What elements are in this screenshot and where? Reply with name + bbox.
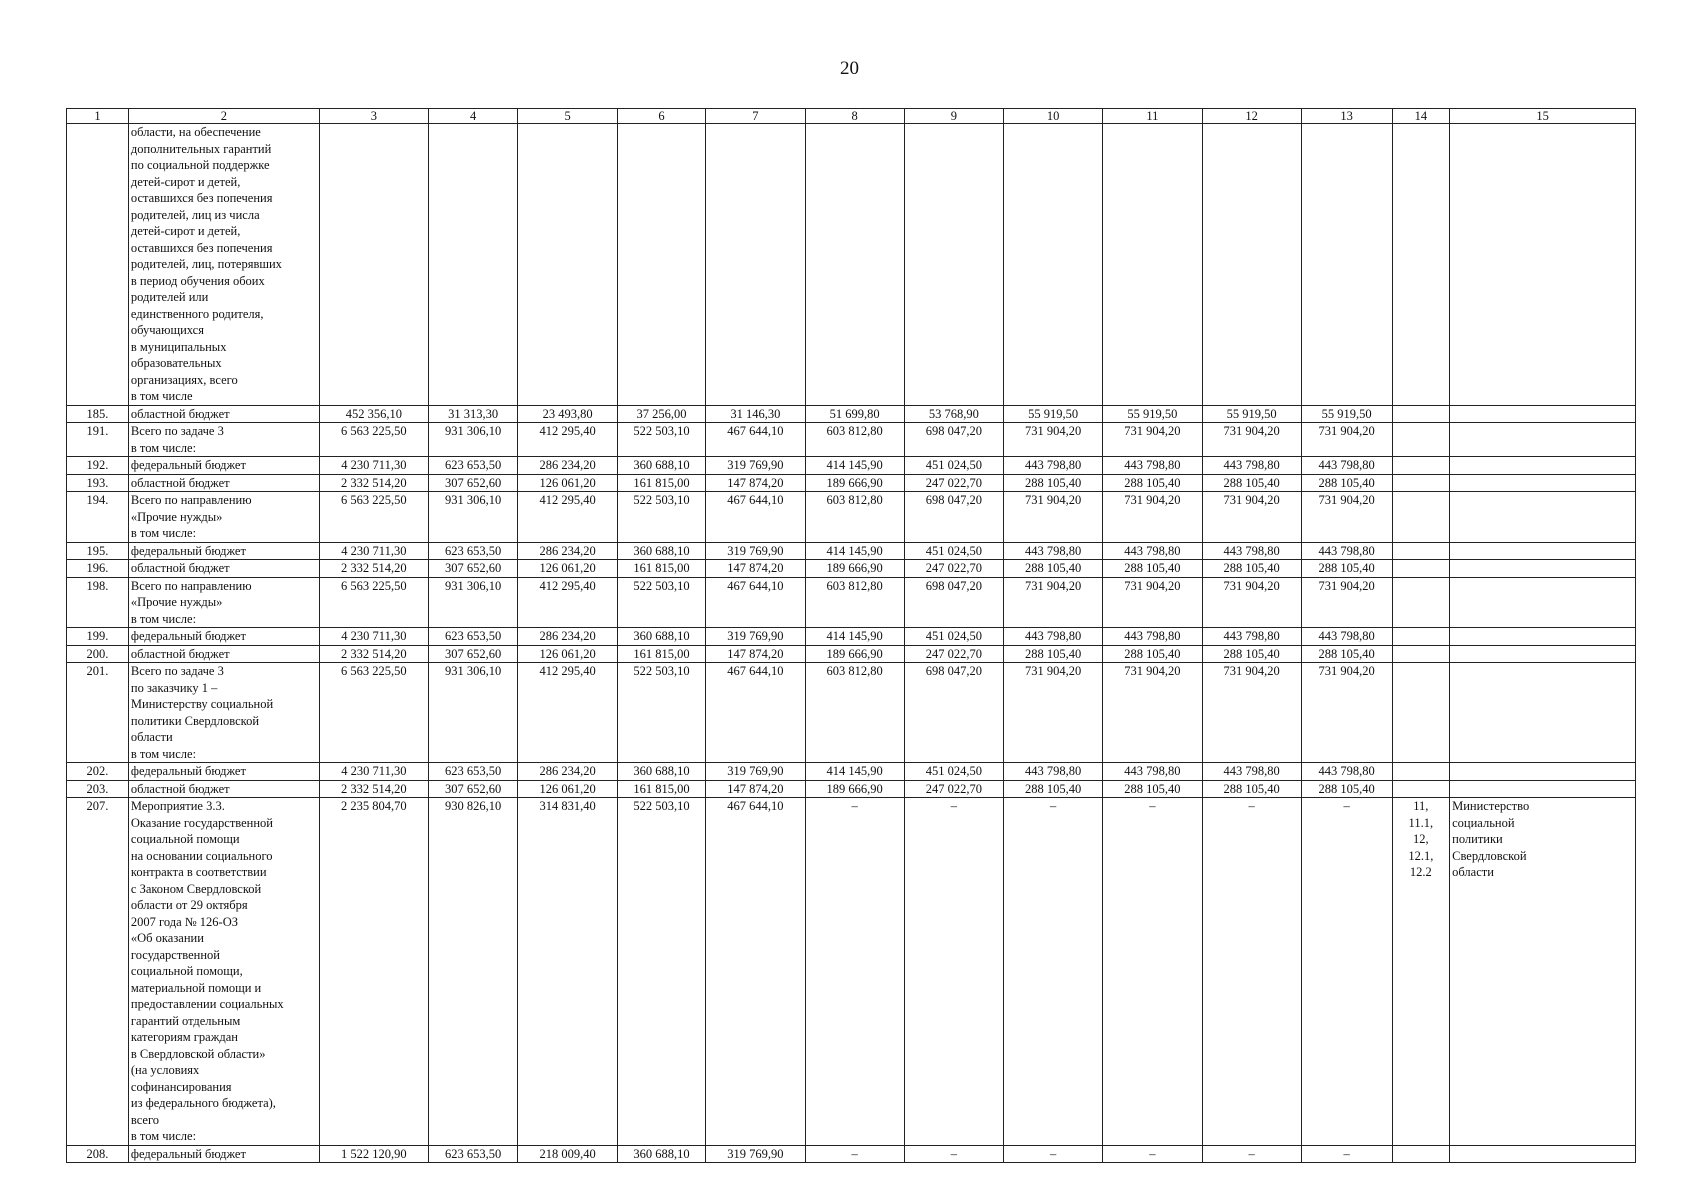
column-header: 13 (1301, 109, 1392, 124)
value-cell: 161 815,00 (617, 474, 706, 492)
goal-ref-cell (1392, 577, 1450, 628)
value-cell: 931 306,10 (428, 492, 518, 543)
value-cell: 522 503,10 (617, 798, 706, 1146)
value-cell: 288 105,40 (1103, 560, 1202, 578)
goal-ref-cell (1392, 542, 1450, 560)
row-label: Всего по задаче 3 в том числе: (128, 423, 319, 457)
value-cell: 55 919,50 (1103, 405, 1202, 423)
value-cell: 603 812,80 (805, 663, 904, 763)
value-cell: 288 105,40 (1103, 474, 1202, 492)
table-row (67, 560, 1636, 578)
value-cell: 522 503,10 (617, 423, 706, 457)
row-label: Мероприятие 3.3. Оказание государственной социальной помощи на основании социального контракта в соответствии с Законом Свердловской области от 29 октября 2007 года № 126-ОЗ «Об оказании государственной социальной помощи, материальной помощи и предоставлении социальных гарантий отдельным категориям граждан в Свердловской области» (на условиях софинансирования из федерального бюджета), всего в том числе: (128, 798, 319, 1146)
value-cell: 4 230 711,30 (319, 542, 428, 560)
row-number: 196. (67, 560, 129, 578)
value-cell: 307 652,60 (428, 780, 518, 798)
table-header-row (67, 109, 1636, 124)
value-cell: 412 295,40 (518, 423, 617, 457)
row-number: 207. (67, 798, 129, 1146)
table-row (67, 492, 1636, 543)
column-header: 10 (1004, 109, 1103, 124)
row-label: федеральный бюджет (128, 763, 319, 781)
column-header: 11 (1103, 109, 1202, 124)
value-cell: – (904, 1145, 1003, 1163)
table-row (67, 124, 1636, 406)
value-cell: 247 022,70 (904, 474, 1003, 492)
row-number: 202. (67, 763, 129, 781)
value-cell: 319 769,90 (706, 542, 805, 560)
value-cell: 288 105,40 (1004, 780, 1103, 798)
value-cell: 319 769,90 (706, 628, 805, 646)
value-cell (1103, 124, 1202, 406)
value-cell: 698 047,20 (904, 492, 1003, 543)
row-number: 185. (67, 405, 129, 423)
value-cell: 731 904,20 (1202, 423, 1301, 457)
value-cell (1202, 124, 1301, 406)
row-label: областной бюджет (128, 645, 319, 663)
value-cell: 731 904,20 (1004, 663, 1103, 763)
value-cell: 247 022,70 (904, 780, 1003, 798)
value-cell (518, 124, 617, 406)
value-cell: 731 904,20 (1301, 423, 1392, 457)
value-cell: 31 313,30 (428, 405, 518, 423)
value-cell: 414 145,90 (805, 457, 904, 475)
value-cell (904, 124, 1003, 406)
value-cell: – (1301, 798, 1392, 1146)
value-cell: 314 831,40 (518, 798, 617, 1146)
row-number: 200. (67, 645, 129, 663)
value-cell: – (805, 1145, 904, 1163)
column-header: 12 (1202, 109, 1301, 124)
value-cell: 731 904,20 (1301, 663, 1392, 763)
value-cell: 731 904,20 (1103, 492, 1202, 543)
value-cell: 360 688,10 (617, 763, 706, 781)
value-cell: 6 563 225,50 (319, 577, 428, 628)
value-cell: – (1301, 1145, 1392, 1163)
value-cell: 443 798,80 (1202, 628, 1301, 646)
goal-ref-cell (1392, 763, 1450, 781)
value-cell: 189 666,90 (805, 780, 904, 798)
row-number: 191. (67, 423, 129, 457)
value-cell: 218 009,40 (518, 1145, 617, 1163)
responsible-cell (1450, 1145, 1636, 1163)
row-label: федеральный бюджет (128, 457, 319, 475)
value-cell: 451 024,50 (904, 542, 1003, 560)
value-cell: – (1103, 1145, 1202, 1163)
value-cell: 360 688,10 (617, 457, 706, 475)
value-cell: 1 522 120,90 (319, 1145, 428, 1163)
value-cell: 4 230 711,30 (319, 628, 428, 646)
row-number: 203. (67, 780, 129, 798)
value-cell: 443 798,80 (1004, 763, 1103, 781)
value-cell: 731 904,20 (1103, 423, 1202, 457)
responsible-cell (1450, 577, 1636, 628)
value-cell: 288 105,40 (1301, 645, 1392, 663)
responsible-cell (1450, 663, 1636, 763)
row-number: 198. (67, 577, 129, 628)
value-cell: 412 295,40 (518, 492, 617, 543)
responsible-cell (1450, 124, 1636, 406)
table-row (67, 1145, 1636, 1163)
value-cell: 522 503,10 (617, 577, 706, 628)
value-cell: 698 047,20 (904, 663, 1003, 763)
row-label: области, на обеспечение дополнительных гарантий по социальной поддержке детей-сирот и детей, оставшихся без попечения родителей, лиц из числа детей-сирот и детей, оставшихся без попечения родителей, лиц, потерявших в период обучения обоих родителей или единственного родителя, обучающихся в муниципальных образовательных организациях, всего в том числе (128, 124, 319, 406)
goal-ref-cell (1392, 492, 1450, 543)
value-cell: 126 061,20 (518, 645, 617, 663)
value-cell: 2 332 514,20 (319, 645, 428, 663)
value-cell: – (1103, 798, 1202, 1146)
value-cell (706, 124, 805, 406)
value-cell: 147 874,20 (706, 560, 805, 578)
value-cell: 161 815,00 (617, 645, 706, 663)
page-number: 20 (840, 58, 859, 79)
value-cell: 126 061,20 (518, 780, 617, 798)
value-cell: 443 798,80 (1301, 763, 1392, 781)
goal-ref-cell (1392, 560, 1450, 578)
value-cell: 931 306,10 (428, 663, 518, 763)
column-header: 4 (428, 109, 518, 124)
value-cell: 288 105,40 (1301, 474, 1392, 492)
value-cell: 288 105,40 (1202, 560, 1301, 578)
value-cell: 414 145,90 (805, 542, 904, 560)
goal-ref-cell (1392, 780, 1450, 798)
value-cell: – (904, 798, 1003, 1146)
value-cell: 443 798,80 (1103, 542, 1202, 560)
table-row (67, 628, 1636, 646)
value-cell: 55 919,50 (1202, 405, 1301, 423)
row-label: федеральный бюджет (128, 542, 319, 560)
value-cell (319, 124, 428, 406)
value-cell (617, 124, 706, 406)
goal-ref-cell (1392, 124, 1450, 406)
value-cell: 731 904,20 (1103, 577, 1202, 628)
goal-ref-cell (1392, 457, 1450, 475)
value-cell: 443 798,80 (1103, 763, 1202, 781)
value-cell: 451 024,50 (904, 763, 1003, 781)
value-cell: 147 874,20 (706, 474, 805, 492)
row-label: Всего по задаче 3 по заказчику 1 – Министерству социальной политики Свердловской области в том числе: (128, 663, 319, 763)
goal-ref-cell (1392, 423, 1450, 457)
value-cell: 307 652,60 (428, 560, 518, 578)
goal-ref-cell (1392, 1145, 1450, 1163)
responsible-cell (1450, 628, 1636, 646)
value-cell: 452 356,10 (319, 405, 428, 423)
table-row (67, 663, 1636, 763)
column-header: 7 (706, 109, 805, 124)
value-cell: 443 798,80 (1004, 542, 1103, 560)
value-cell: 126 061,20 (518, 560, 617, 578)
goal-ref-cell (1392, 405, 1450, 423)
value-cell: 360 688,10 (617, 542, 706, 560)
value-cell: 443 798,80 (1004, 457, 1103, 475)
value-cell: 247 022,70 (904, 560, 1003, 578)
responsible-cell (1450, 780, 1636, 798)
value-cell: 698 047,20 (904, 577, 1003, 628)
table-body (67, 109, 1636, 1163)
value-cell: 731 904,20 (1202, 577, 1301, 628)
value-cell: 931 306,10 (428, 423, 518, 457)
table-row (67, 474, 1636, 492)
responsible-cell (1450, 457, 1636, 475)
value-cell: 931 306,10 (428, 577, 518, 628)
value-cell: 731 904,20 (1004, 492, 1103, 543)
value-cell: 467 644,10 (706, 423, 805, 457)
value-cell: 443 798,80 (1301, 457, 1392, 475)
value-cell: 443 798,80 (1202, 457, 1301, 475)
value-cell: 623 653,50 (428, 542, 518, 560)
value-cell: 53 768,90 (904, 405, 1003, 423)
value-cell: 467 644,10 (706, 492, 805, 543)
row-label: федеральный бюджет (128, 628, 319, 646)
row-number: 199. (67, 628, 129, 646)
row-number: 195. (67, 542, 129, 560)
row-number: 194. (67, 492, 129, 543)
value-cell: 360 688,10 (617, 1145, 706, 1163)
value-cell (1301, 124, 1392, 406)
value-cell: – (1004, 798, 1103, 1146)
value-cell: – (805, 798, 904, 1146)
value-cell: 412 295,40 (518, 663, 617, 763)
table-row (67, 780, 1636, 798)
row-label: областной бюджет (128, 474, 319, 492)
responsible-cell (1450, 560, 1636, 578)
value-cell: 288 105,40 (1004, 560, 1103, 578)
value-cell: 522 503,10 (617, 663, 706, 763)
column-header: 14 (1392, 109, 1450, 124)
column-header: 8 (805, 109, 904, 124)
value-cell (428, 124, 518, 406)
value-cell: 451 024,50 (904, 628, 1003, 646)
value-cell: 307 652,60 (428, 474, 518, 492)
value-cell: 467 644,10 (706, 577, 805, 628)
responsible-cell: Министерство социальной политики Свердловской области (1450, 798, 1636, 1146)
column-header: 3 (319, 109, 428, 124)
value-cell: 451 024,50 (904, 457, 1003, 475)
value-cell: 307 652,60 (428, 645, 518, 663)
responsible-cell (1450, 645, 1636, 663)
value-cell: 6 563 225,50 (319, 663, 428, 763)
value-cell: 288 105,40 (1103, 780, 1202, 798)
value-cell: 55 919,50 (1004, 405, 1103, 423)
value-cell: 522 503,10 (617, 492, 706, 543)
table-row (67, 763, 1636, 781)
table-row (67, 542, 1636, 560)
value-cell: 288 105,40 (1202, 474, 1301, 492)
value-cell: 443 798,80 (1301, 542, 1392, 560)
goal-ref-cell (1392, 645, 1450, 663)
value-cell: 161 815,00 (617, 560, 706, 578)
value-cell: 6 563 225,50 (319, 423, 428, 457)
value-cell: 2 332 514,20 (319, 474, 428, 492)
value-cell: 443 798,80 (1004, 628, 1103, 646)
value-cell: 731 904,20 (1202, 663, 1301, 763)
table-row (67, 405, 1636, 423)
value-cell: 319 769,90 (706, 763, 805, 781)
value-cell: 288 105,40 (1202, 780, 1301, 798)
value-cell: 288 105,40 (1004, 645, 1103, 663)
table-row (67, 423, 1636, 457)
row-label: Всего по направлению «Прочие нужды» в том числе: (128, 492, 319, 543)
value-cell: 603 812,80 (805, 492, 904, 543)
value-cell: 443 798,80 (1301, 628, 1392, 646)
responsible-cell (1450, 763, 1636, 781)
goal-ref-cell (1392, 663, 1450, 763)
responsible-cell (1450, 405, 1636, 423)
value-cell: 4 230 711,30 (319, 457, 428, 475)
value-cell: 2 332 514,20 (319, 780, 428, 798)
responsible-cell (1450, 492, 1636, 543)
value-cell: 4 230 711,30 (319, 763, 428, 781)
value-cell (805, 124, 904, 406)
row-label: Всего по направлению «Прочие нужды» в том числе: (128, 577, 319, 628)
value-cell: 161 815,00 (617, 780, 706, 798)
value-cell: 126 061,20 (518, 474, 617, 492)
row-number: 193. (67, 474, 129, 492)
value-cell: 731 904,20 (1004, 423, 1103, 457)
column-header: 9 (904, 109, 1003, 124)
value-cell: 414 145,90 (805, 628, 904, 646)
value-cell: 189 666,90 (805, 645, 904, 663)
value-cell: 2 235 804,70 (319, 798, 428, 1146)
value-cell: 55 919,50 (1301, 405, 1392, 423)
value-cell: 286 234,20 (518, 457, 617, 475)
value-cell: 698 047,20 (904, 423, 1003, 457)
column-header: 5 (518, 109, 617, 124)
value-cell: 286 234,20 (518, 628, 617, 646)
table-row (67, 645, 1636, 663)
goal-ref-cell (1392, 628, 1450, 646)
value-cell: – (1004, 1145, 1103, 1163)
value-cell: 623 653,50 (428, 763, 518, 781)
row-number: 192. (67, 457, 129, 475)
value-cell: 23 493,80 (518, 405, 617, 423)
value-cell: 360 688,10 (617, 628, 706, 646)
value-cell: 147 874,20 (706, 645, 805, 663)
value-cell: 623 653,50 (428, 1145, 518, 1163)
value-cell: 930 826,10 (428, 798, 518, 1146)
row-number: 208. (67, 1145, 129, 1163)
value-cell: 288 105,40 (1301, 560, 1392, 578)
value-cell: 623 653,50 (428, 628, 518, 646)
value-cell: 731 904,20 (1202, 492, 1301, 543)
value-cell: 247 022,70 (904, 645, 1003, 663)
table-row (67, 577, 1636, 628)
value-cell: 288 105,40 (1004, 474, 1103, 492)
value-cell: 288 105,40 (1202, 645, 1301, 663)
value-cell: – (1202, 798, 1301, 1146)
value-cell: 443 798,80 (1103, 457, 1202, 475)
row-number (67, 124, 129, 406)
value-cell: 731 904,20 (1301, 577, 1392, 628)
row-number: 201. (67, 663, 129, 763)
value-cell: 31 146,30 (706, 405, 805, 423)
row-label: областной бюджет (128, 780, 319, 798)
responsible-cell (1450, 542, 1636, 560)
value-cell: 731 904,20 (1301, 492, 1392, 543)
value-cell: 288 105,40 (1301, 780, 1392, 798)
value-cell: 319 769,90 (706, 457, 805, 475)
value-cell: 443 798,80 (1202, 542, 1301, 560)
column-header: 15 (1450, 109, 1636, 124)
value-cell: 414 145,90 (805, 763, 904, 781)
value-cell: 147 874,20 (706, 780, 805, 798)
value-cell: 2 332 514,20 (319, 560, 428, 578)
column-header: 2 (128, 109, 319, 124)
value-cell: 603 812,80 (805, 423, 904, 457)
value-cell (1004, 124, 1103, 406)
value-cell: 189 666,90 (805, 474, 904, 492)
goal-ref-cell: 11, 11.1, 12, 12.1, 12.2 (1392, 798, 1450, 1146)
value-cell: 288 105,40 (1103, 645, 1202, 663)
row-label: федеральный бюджет (128, 1145, 319, 1163)
value-cell: 319 769,90 (706, 1145, 805, 1163)
budget-table (66, 108, 1636, 1163)
value-cell: 467 644,10 (706, 663, 805, 763)
value-cell: 731 904,20 (1103, 663, 1202, 763)
goal-ref-cell (1392, 474, 1450, 492)
row-label: областной бюджет (128, 560, 319, 578)
responsible-cell (1450, 423, 1636, 457)
value-cell: 286 234,20 (518, 542, 617, 560)
value-cell: 467 644,10 (706, 798, 805, 1146)
value-cell: 286 234,20 (518, 763, 617, 781)
value-cell: 443 798,80 (1103, 628, 1202, 646)
column-header: 6 (617, 109, 706, 124)
value-cell: 623 653,50 (428, 457, 518, 475)
value-cell: 731 904,20 (1004, 577, 1103, 628)
table-row (67, 798, 1636, 1146)
value-cell: 412 295,40 (518, 577, 617, 628)
value-cell: 443 798,80 (1202, 763, 1301, 781)
value-cell: 51 699,80 (805, 405, 904, 423)
row-label: областной бюджет (128, 405, 319, 423)
value-cell: 6 563 225,50 (319, 492, 428, 543)
responsible-cell (1450, 474, 1636, 492)
value-cell: 37 256,00 (617, 405, 706, 423)
value-cell: 603 812,80 (805, 577, 904, 628)
column-header: 1 (67, 109, 129, 124)
table-row (67, 457, 1636, 475)
value-cell: – (1202, 1145, 1301, 1163)
value-cell: 189 666,90 (805, 560, 904, 578)
